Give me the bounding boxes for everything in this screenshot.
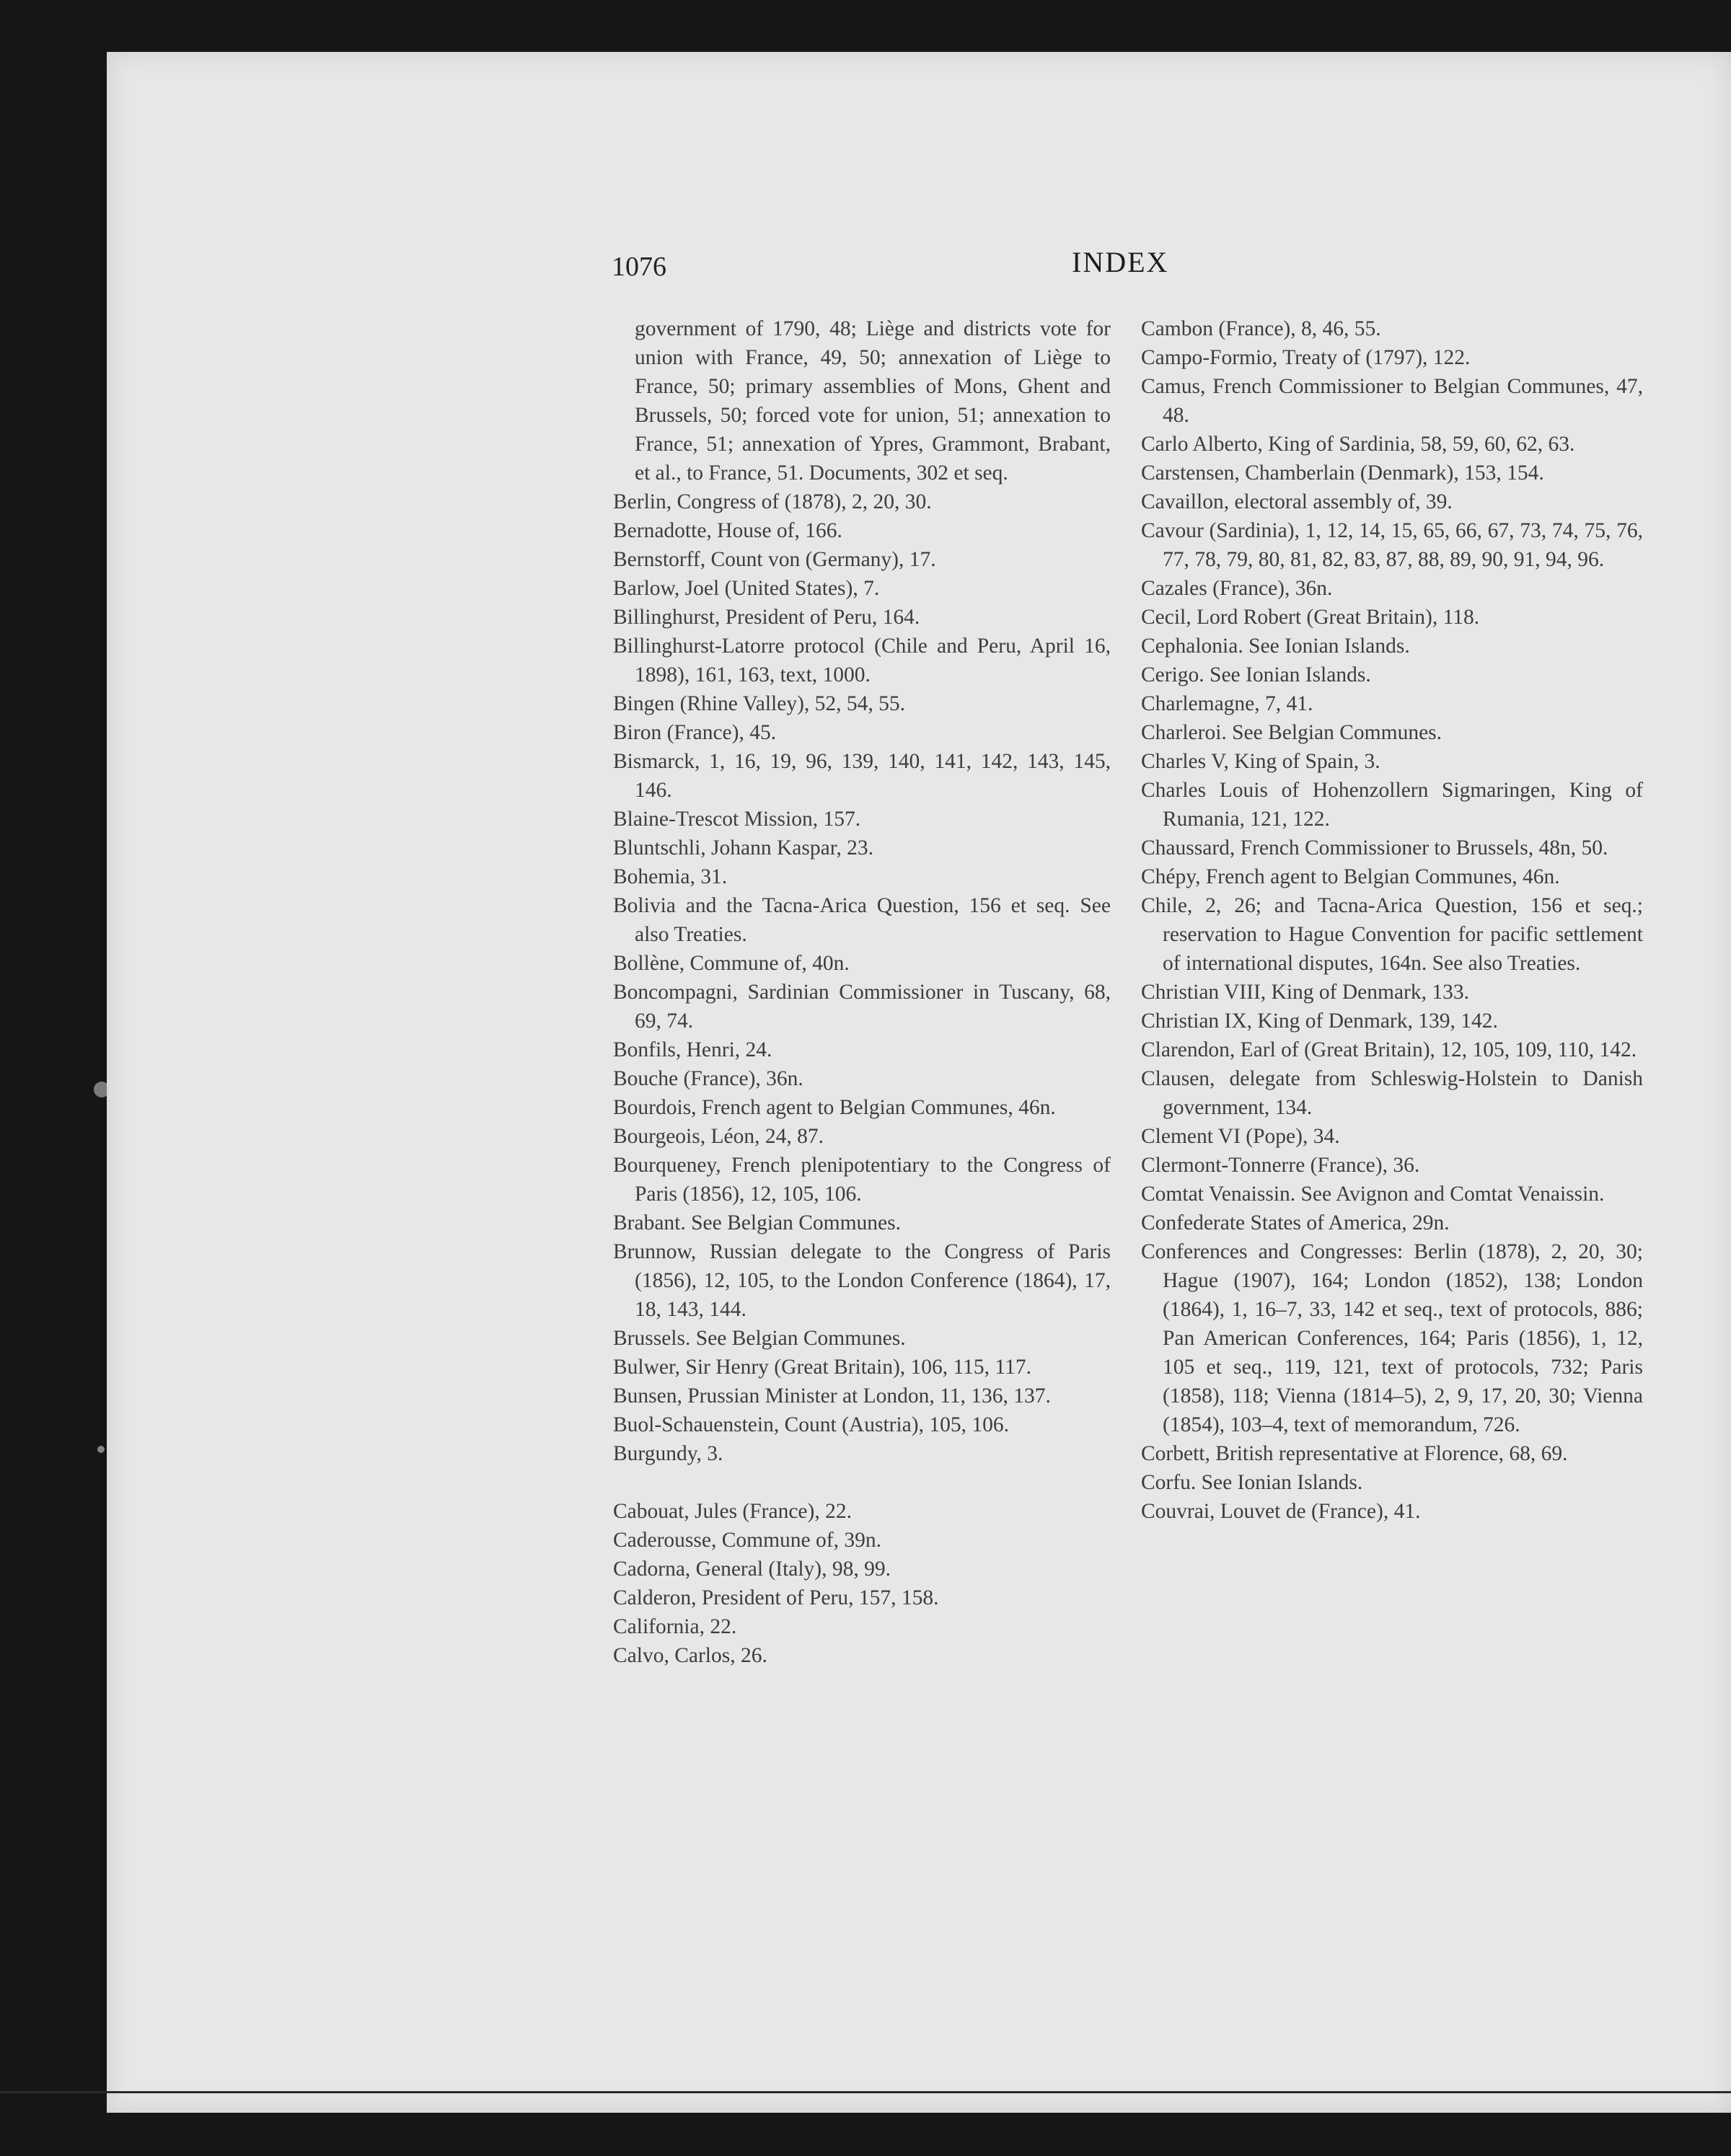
index-entry: Buol-Schauenstein, Count (Austria), 105, 106. [613,1413,1009,1436]
index-entry: Campo-Formio, Treaty of (1797), 122. [1141,346,1471,369]
scan-border [0,2091,1731,2093]
index-entry: Couvrai, Louvet de (France), 41. [1141,1500,1421,1523]
index-entry: Cecil, Lord Robert (Great Britain), 118. [1141,606,1480,629]
index-entry: Christian IX, King of Denmark, 139, 142. [1141,1009,1498,1033]
index-entry: Bernadotte, House of, 166. [613,519,842,542]
index-entry: Chaussard, French Commissioner to Brussels, 48n, 50. [1141,836,1608,860]
index-entry: Cerigo. See Ionian Islands. [1141,663,1371,686]
index-entry: Biron (France), 45. [613,721,777,744]
index-entry: Conferences and Congresses: Berlin (1878), 2, 20, 30; Hague (1907), 164; London (1852), 138; London (1864), 1, 16–7, 33, 142 et seq., text of protocols, 886; Pan American Conferences, 164; Paris (1856), 1, 12, 105 et seq., 119, 121, text of protocols, 732; Paris (1858), 118; Vienna (1814–5), 2, 9, 17, 20, 30; Vienna (1854), 103–4, text of memorandum, 726. [1141,1240,1643,1436]
index-entry: Brunnow, Russian delegate to the Congress of Paris (1856), 12, 105, to the London Conference (1864), 17, 18, 143, 144. [613,1240,1111,1321]
index-entry: Charlemagne, 7, 41. [1141,692,1313,715]
index-entry: Bingen (Rhine Valley), 52, 54, 55. [613,692,906,715]
index-entry: Charles Louis of Hohenzollern Sigmaringen, King of Rumania, 121, 122. [1141,779,1643,831]
index-entry: Bourdois, French agent to Belgian Communes, 46n. [613,1096,1056,1119]
index-entry: Burgundy, 3. [613,1442,723,1465]
index-entry: Bernstorff, Count von (Germany), 17. [613,548,936,571]
index-entry: government of 1790, 48; Liège and districts vote for union with France, 49, 50; annexation of Liège to France, 50; primary assemblies of Mons, Ghent and Brussels, 50; forced vote for union, 51; annexation to France, 51; annexation of Ypres, Grammont, Brabant, et al., to France, 51. Documents, 302 et seq. [635,317,1111,485]
index-entry: California, 22. [613,1615,737,1638]
index-entry: Clausen, delegate from Schleswig-Holstein to Danish government, 134. [1141,1067,1643,1119]
index-entry: Bourqueney, French plenipotentiary to the Congress of Paris (1856), 12, 105, 106. [613,1154,1111,1206]
index-entry: Corfu. See Ionian Islands. [1141,1471,1363,1494]
index-entry: Clarendon, Earl of (Great Britain), 12, 105, 109, 110, 142. [1141,1038,1637,1061]
page-header [612,245,1715,288]
index-entry: Blaine-Trescot Mission, 157. [613,808,861,831]
index-entry: Cavour (Sardinia), 1, 12, 14, 15, 65, 66, 67, 73, 74, 75, 76, 77, 78, 79, 80, 81, 82, 83, 87, 88, 89, 90, 91, 94, 96. [1141,519,1643,571]
index-entry: Berlin, Congress of (1878), 2, 20, 30. [613,490,932,513]
index-entry: Bourgeois, Léon, 24, 87. [613,1125,824,1148]
running-title: INDEX [1072,246,1169,278]
index-entry: Cavaillon, electoral assembly of, 39. [1141,490,1453,513]
index-entry: Bluntschli, Johann Kaspar, 23. [613,836,873,860]
index-entry: Christian VIII, King of Denmark, 133. [1141,981,1469,1004]
index-entry: Brussels. See Belgian Communes. [613,1327,906,1350]
index-entry: Bouche (France), 36n. [613,1067,803,1090]
scan-artifact [94,1082,110,1097]
index-entry: Bohemia, 31. [613,865,728,888]
index-entry: Bolivia and the Tacna-Arica Question, 156 et seq. See also Treaties. [613,894,1111,946]
index-entry: Calderon, President of Peru, 157, 158. [613,1586,939,1609]
index-entry: Cambon (France), 8, 46, 55. [1141,317,1381,340]
index-entry: Carlo Alberto, King of Sardinia, 58, 59, 60, 62, 63. [1141,433,1575,456]
index-entry: Brabant. See Belgian Communes. [613,1211,901,1234]
index-entry: Calvo, Carlos, 26. [613,1644,767,1667]
index-entry: Confederate States of America, 29n. [1141,1211,1450,1234]
index-entry: Bismarck, 1, 16, 19, 96, 139, 140, 141, 142, 143, 145, 146. [613,750,1111,802]
index-entry: Cephalonia. See Ionian Islands. [1141,635,1410,658]
index-entry: Cadorna, General (Italy), 98, 99. [613,1558,891,1581]
index-entry: Charles V, King of Spain, 3. [1141,750,1380,773]
index-entry: Cabouat, Jules (France), 22. [613,1500,852,1523]
index-entry: Chépy, French agent to Belgian Communes, 46n. [1141,865,1560,888]
scan-artifact [97,1446,105,1453]
page-number: 1076 [612,252,666,282]
index-entry: Camus, French Commissioner to Belgian Communes, 47, 48. [1141,375,1643,427]
section-gap [613,1468,1111,1497]
index-column-right [1141,314,1643,1526]
index-entry: Comtat Venaissin. See Avignon and Comtat Venaissin. [1141,1183,1605,1206]
index-entry: Boncompagni, Sardinian Commissioner in Tuscany, 68, 69, 74. [613,981,1111,1033]
index-entry: Clermont-Tonnerre (France), 36. [1141,1154,1420,1177]
index-entry: Carstensen, Chamberlain (Denmark), 153, 154. [1141,461,1544,485]
index-entry: Bollène, Commune of, 40n. [613,952,850,975]
index-column-left [613,314,1111,1670]
index-entry: Caderousse, Commune of, 39n. [613,1529,881,1552]
index-entry: Cazales (France), 36n. [1141,577,1333,600]
index-entry: Barlow, Joel (United States), 7. [613,577,880,600]
index-entry: Bunsen, Prussian Minister at London, 11, 136, 137. [613,1384,1051,1408]
index-entry: Corbett, British representative at Florence, 68, 69. [1141,1442,1568,1465]
index-entry: Chile, 2, 26; and Tacna-Arica Question, 156 et seq.; reservation to Hague Convention for pacific settlement of international disputes, 164n. See also Treaties. [1141,894,1643,975]
index-entry: Clement VI (Pope), 34. [1141,1125,1340,1148]
index-entry: Charleroi. See Belgian Communes. [1141,721,1442,744]
index-entry: Bonfils, Henri, 24. [613,1038,772,1061]
index-entry: Billinghurst-Latorre protocol (Chile and Peru, April 16, 1898), 161, 163, text, 1000. [613,635,1111,686]
index-entry: Billinghurst, President of Peru, 164. [613,606,920,629]
index-entry: Bulwer, Sir Henry (Great Britain), 106, 115, 117. [613,1356,1031,1379]
